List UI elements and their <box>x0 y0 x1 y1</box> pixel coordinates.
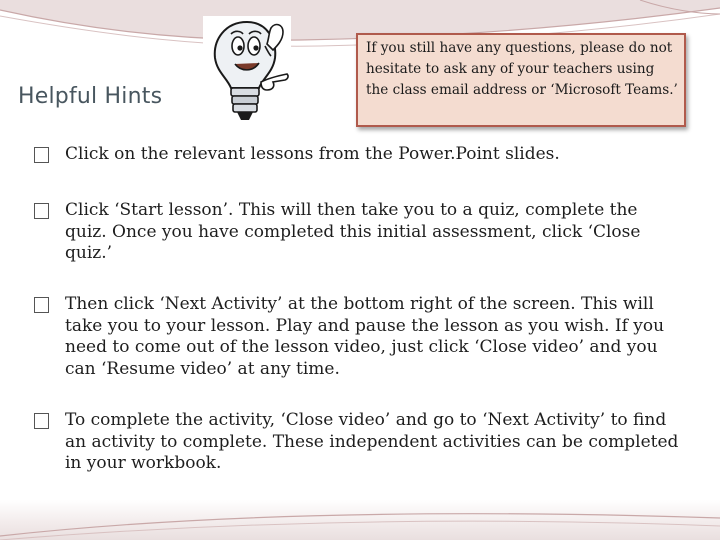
bullet-marker-icon <box>34 297 49 313</box>
lightbulb-mascot-image <box>203 16 291 128</box>
lightbulb-icon <box>203 16 291 128</box>
slide-title: Helpful Hints <box>18 84 163 109</box>
bullet-text: To complete the activity, ‘Close video’ and go to ‘Next Activity’ to find an activity to complete. These independent activities can be completed in your workbook. <box>65 410 679 473</box>
bullet-marker-icon <box>34 203 49 219</box>
bullet-marker-icon <box>34 147 49 163</box>
bullet-text: Click ‘Start lesson’. This will then take you to a quiz, complete the quiz. Once you have completed this initial assessment, click ‘Close quiz.’ <box>65 200 641 263</box>
bullet-item <box>34 144 684 166</box>
bottom-decorative-swoosh <box>0 496 720 540</box>
bullet-marker-icon <box>34 413 49 429</box>
bullet-item <box>34 294 684 380</box>
bullet-item <box>34 200 684 265</box>
bullet-item <box>34 410 684 475</box>
bullet-text: Then click ‘Next Activity’ at the bottom right of the screen. This will take you to your lesson. Play and pause the lesson as you wish. If you need to come out of the lesson video, just click ‘Close video’ and you can ‘Resume video’ at any time. <box>65 294 665 379</box>
contact-note-box: If you still have any questions, please do not hesitate to ask any of your teachers using the class email address or ‘Microsoft Teams.’ <box>356 33 686 127</box>
bullet-text: Click on the relevant lessons from the Power.Point slides. <box>65 144 560 164</box>
